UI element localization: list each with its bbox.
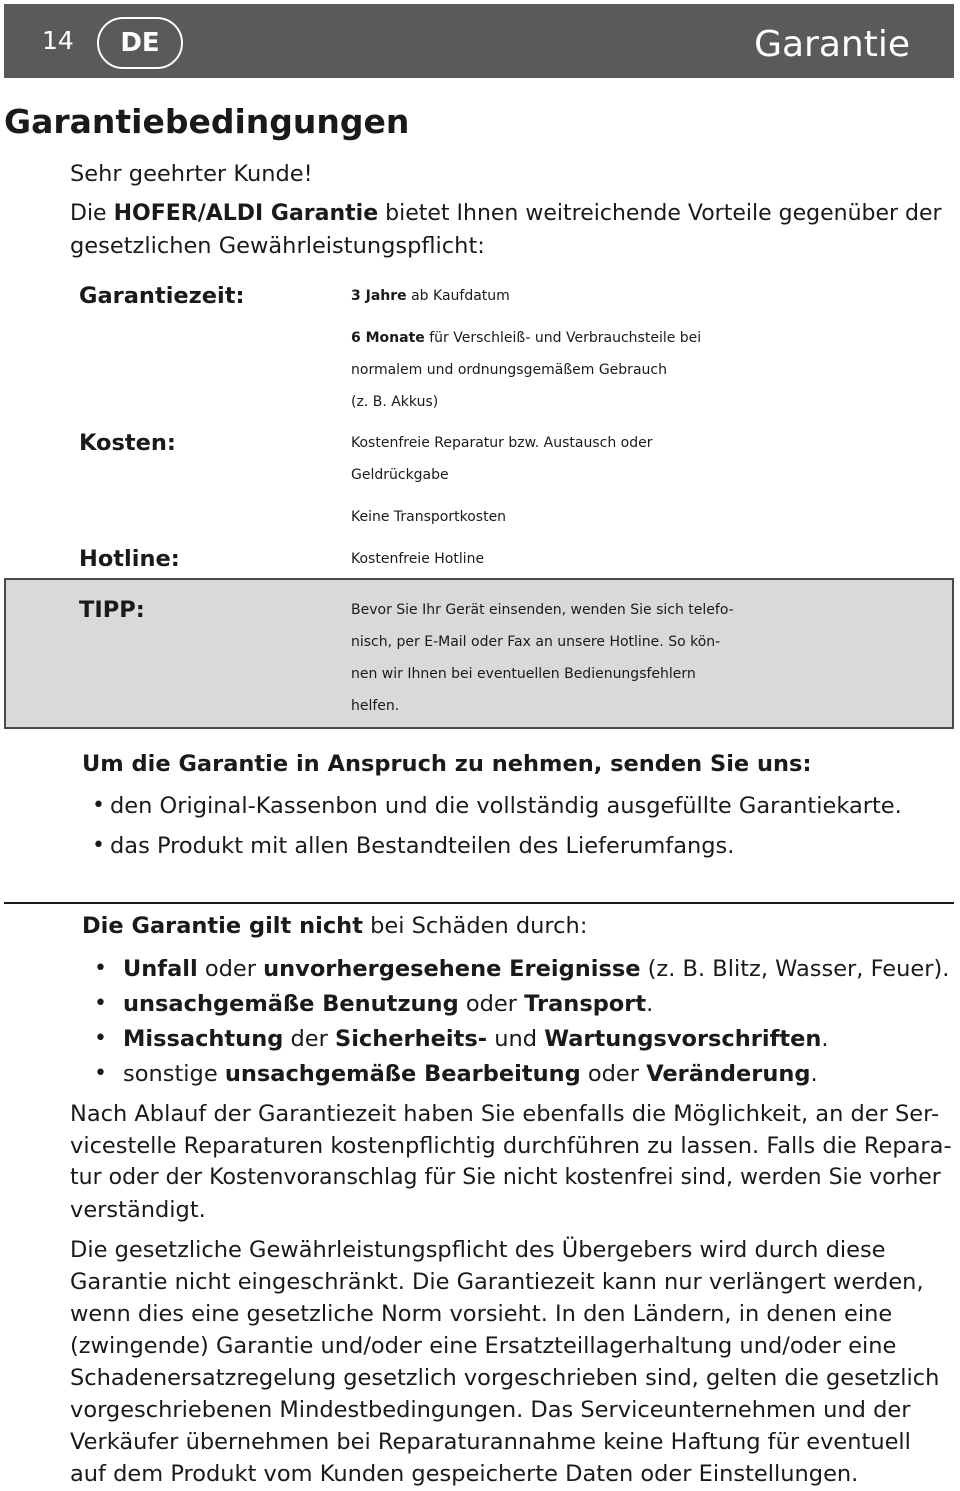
excl-bold: unsachgemäße Benutzung (123, 991, 459, 1017)
language-badge: DE (97, 17, 183, 69)
exclusions-heading-rest: bei Schäden durch: (362, 913, 588, 939)
exclusion-item-1 (123, 953, 949, 985)
excl-bold: unsachgemäße Bearbeitung (224, 1061, 581, 1087)
costs-line-2: Geldrückgabe (351, 467, 449, 483)
excl-bold: Transport (524, 991, 647, 1017)
claim-item: das Produkt mit allen Bestandteilen des Lieferumfangs. (110, 833, 735, 859)
intro-line-1 (70, 198, 942, 230)
page-header (4, 4, 954, 78)
costs-line-1: Kostenfreie Reparatur bzw. Austausch oder (351, 435, 653, 451)
intro-brand: HOFER/ALDI Garantie (113, 201, 379, 226)
tip-line-1: Bevor Sie Ihr Gerät einsenden, wenden Sie sich telefo- (351, 602, 734, 618)
legal-line: wenn dies eine gesetzliche Norm vorsieht. In den Ländern, in denen eine (70, 1301, 893, 1327)
period-rest: ab Kaufdatum (406, 288, 510, 304)
excl-text: oder (580, 1061, 647, 1087)
page-title: Garantiebedingungen (4, 102, 410, 141)
excl-text: oder (197, 956, 264, 982)
divider (4, 902, 954, 904)
excl-text: der (283, 1026, 336, 1052)
excl-text: sonstige (123, 1061, 225, 1087)
tip-line-2: nisch, per E-Mail oder Fax an unsere Hotline. So kön- (351, 634, 721, 650)
bullet-dot: • (92, 793, 105, 818)
excl-text: . (821, 1026, 829, 1052)
hotline-label: Hotline: (79, 546, 180, 572)
excl-bold: Unfall (123, 956, 198, 982)
exclusion-item-4 (123, 1058, 818, 1090)
legal-line: vorgeschriebenen Mindestbedingungen. Das Serviceunternehmen und der (70, 1397, 911, 1423)
intro-pre: Die (70, 201, 114, 226)
legal-line: Garantie nicht eingeschränkt. Die Garantiezeit kann nur verlängert werden, (70, 1269, 924, 1295)
intro-rest: bietet Ihnen weitreichende Vorteile gegenüber der (378, 201, 942, 226)
exclusion-item-2 (123, 988, 653, 1020)
bullet-dot: • (92, 833, 105, 858)
section-title: Garantie (754, 24, 910, 65)
intro-line-2: gesetzlichen Gewährleistungspflicht: (70, 233, 485, 259)
excl-text: (z. B. Blitz, Wasser, Feuer). (640, 956, 950, 982)
tip-label: TIPP: (79, 597, 145, 623)
period-value (351, 280, 960, 312)
after-warranty-line: Nach Ablauf der Garantiezeit haben Sie ebenfalls die Möglichkeit, an der Ser- (70, 1101, 940, 1127)
wear-bold: 6 Monate (351, 330, 425, 346)
legal-line: Verkäufer übernehmen bei Reparaturannahme keine Haftung für eventuell (70, 1429, 911, 1455)
wear-line-3: (z. B. Akkus) (351, 394, 439, 410)
excl-text: und (487, 1026, 545, 1052)
legal-line: auf dem Produkt vom Kunden gespeicherte Daten oder Einstellungen. (70, 1461, 859, 1487)
bullet-dot: • (94, 1026, 107, 1051)
bullet-dot: • (94, 1061, 107, 1086)
wear-line-2: normalem und ordnungsgemäßem Gebrauch (351, 362, 667, 378)
excl-bold: Veränderung (646, 1061, 811, 1087)
excl-text: oder (458, 991, 525, 1017)
after-warranty-line: verständigt. (70, 1197, 206, 1223)
hotline-value: Kostenfreie Hotline (351, 551, 485, 567)
legal-line: (zwingende) Garantie und/oder eine Ersatzteillagerhaltung und/oder eine (70, 1333, 897, 1359)
period-bold: 3 Jahre (351, 288, 407, 304)
wear-rest: für Verschleiß- und Verbrauchsteile bei (424, 330, 702, 346)
after-warranty-line: tur oder der Kostenvoranschlag für Sie nicht kostenfrei sind, werden Sie vorher (70, 1165, 941, 1190)
tip-line-4: helfen. (351, 698, 400, 714)
greeting: Sehr geehrter Kunde! (70, 161, 313, 187)
bullet-dot: • (94, 956, 107, 981)
bullet-dot: • (94, 991, 107, 1016)
transport-line: Keine Transportkosten (351, 509, 507, 525)
excl-text: . (810, 1061, 818, 1087)
excl-bold: unvorhergesehene Ereignisse (263, 956, 641, 982)
costs-label: Kosten: (79, 430, 176, 456)
excl-text: . (646, 991, 654, 1017)
exclusions-heading (82, 910, 587, 942)
excl-bold: Wartungsvorschriften (544, 1026, 822, 1052)
wear-line-1 (351, 322, 960, 354)
tip-line-3: nen wir Ihnen bei eventuellen Bedienungsfehlern (351, 666, 696, 682)
page-number: 14 (42, 26, 74, 55)
excl-bold: Sicherheits- (335, 1026, 488, 1052)
legal-line: Die gesetzliche Gewährleistungspflicht des Übergebers wird durch diese (70, 1237, 886, 1263)
exclusion-item-3 (123, 1023, 829, 1055)
after-warranty-line: vicestelle Reparaturen kostenpflichtig durchführen zu lassen. Falls die Repara- (70, 1133, 952, 1159)
excl-bold: Missachtung (123, 1026, 284, 1052)
exclusions-heading-bold: Die Garantie gilt nicht (82, 913, 363, 939)
legal-line: Schadenersatzregelung gesetzlich vorgeschrieben sind, gelten die gesetzlich (70, 1365, 940, 1391)
claim-item: den Original-Kassenbon und die vollständig ausgefüllte Garantiekarte. (110, 793, 902, 819)
claim-heading: Um die Garantie in Anspruch zu nehmen, senden Sie uns: (82, 751, 812, 777)
period-label: Garantiezeit: (79, 283, 245, 309)
